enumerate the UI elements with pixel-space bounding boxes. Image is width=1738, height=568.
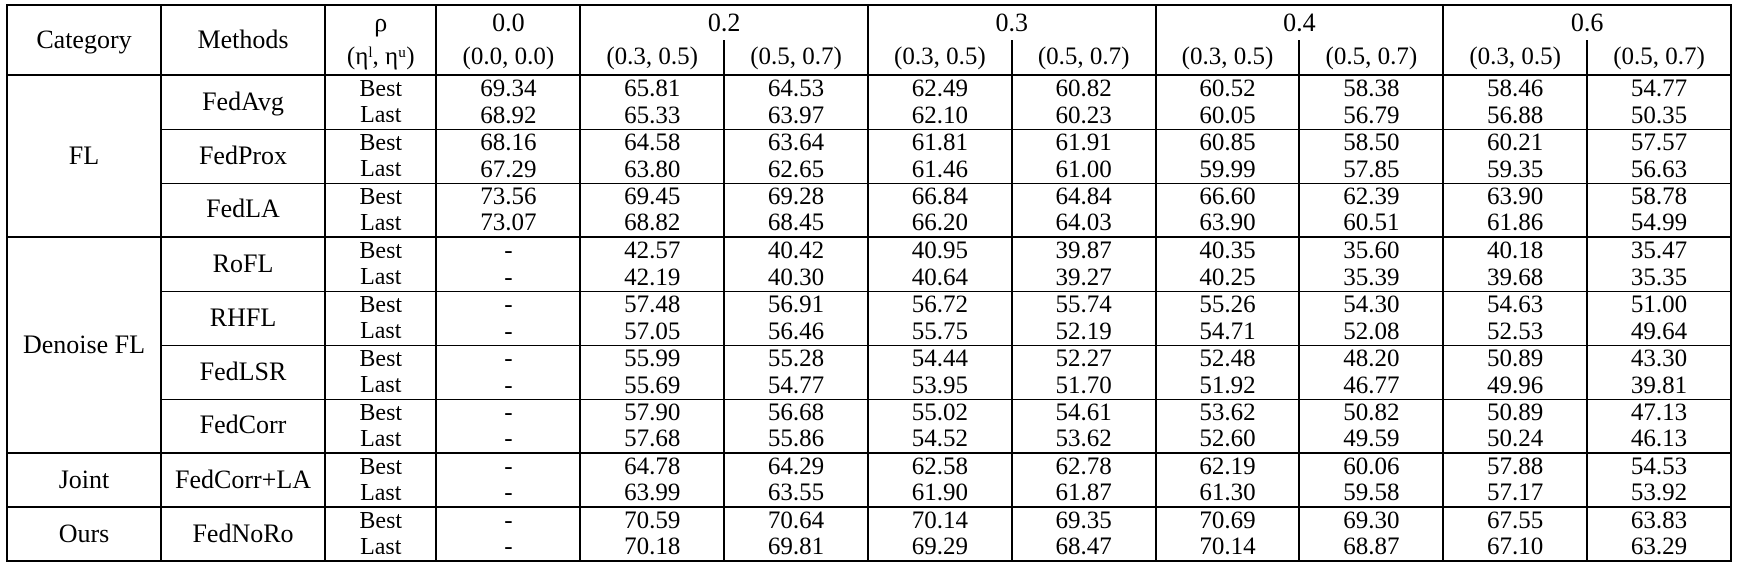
value-cell: 67.10 bbox=[1443, 534, 1587, 561]
value-cell: 42.57 bbox=[580, 237, 724, 264]
value-cell: 60.85 bbox=[1156, 129, 1300, 156]
value-cell: 56.46 bbox=[724, 318, 868, 345]
value-cell: 57.17 bbox=[1443, 480, 1587, 507]
header-category: Category bbox=[7, 5, 161, 75]
value-cell: 46.13 bbox=[1587, 426, 1731, 453]
value-cell: 58.78 bbox=[1587, 183, 1731, 210]
metric-label-best: Best bbox=[325, 237, 436, 264]
value-cell: 69.35 bbox=[1012, 507, 1156, 534]
table-row bbox=[7, 75, 1731, 102]
value-cell: 61.86 bbox=[1443, 210, 1587, 237]
category-label: Joint bbox=[7, 453, 161, 507]
metric-label-best: Best bbox=[325, 507, 436, 534]
header-eta-pair: (0.5, 0.7) bbox=[724, 40, 868, 75]
metric-label-best: Best bbox=[325, 129, 436, 156]
value-cell: 64.78 bbox=[580, 453, 724, 480]
value-cell: 52.27 bbox=[1012, 345, 1156, 372]
value-cell: 46.77 bbox=[1299, 372, 1443, 399]
value-cell: 54.63 bbox=[1443, 291, 1587, 318]
value-cell: 53.92 bbox=[1587, 480, 1731, 507]
value-cell: 61.87 bbox=[1012, 480, 1156, 507]
value-cell: 55.75 bbox=[868, 318, 1012, 345]
value-cell: 60.05 bbox=[1156, 102, 1300, 129]
value-cell: 69.34 bbox=[436, 75, 580, 102]
metric-label-last: Last bbox=[325, 372, 436, 399]
value-cell: 39.27 bbox=[1012, 264, 1156, 291]
value-cell: 62.49 bbox=[868, 75, 1012, 102]
method-label: FedCorr bbox=[161, 399, 325, 453]
value-cell: 56.63 bbox=[1587, 156, 1731, 183]
header-eta-pair: (0.0, 0.0) bbox=[436, 40, 580, 75]
header-eta-pair: (0.5, 0.7) bbox=[1012, 40, 1156, 75]
value-cell: - bbox=[436, 426, 580, 453]
value-cell: 60.52 bbox=[1156, 75, 1300, 102]
value-cell: 56.91 bbox=[724, 291, 868, 318]
value-cell: - bbox=[436, 534, 580, 561]
value-cell: 73.56 bbox=[436, 183, 580, 210]
value-cell: 56.79 bbox=[1299, 102, 1443, 129]
value-cell: - bbox=[436, 453, 580, 480]
metric-label-best: Best bbox=[325, 291, 436, 318]
value-cell: 63.80 bbox=[580, 156, 724, 183]
value-cell: 52.53 bbox=[1443, 318, 1587, 345]
value-cell: 53.62 bbox=[1012, 426, 1156, 453]
value-cell: 39.87 bbox=[1012, 237, 1156, 264]
value-cell: 53.95 bbox=[868, 372, 1012, 399]
value-cell: 53.62 bbox=[1156, 399, 1300, 426]
header-rho-0.6: 0.6 bbox=[1443, 5, 1731, 40]
value-cell: 63.97 bbox=[724, 102, 868, 129]
method-label: RoFL bbox=[161, 237, 325, 291]
value-cell: - bbox=[436, 264, 580, 291]
value-cell: 62.58 bbox=[868, 453, 1012, 480]
header-eta-symbol: (ηˡ, ηᵘ) bbox=[325, 40, 436, 75]
value-cell: 54.61 bbox=[1012, 399, 1156, 426]
value-cell: 35.47 bbox=[1587, 237, 1731, 264]
value-cell: 70.14 bbox=[868, 507, 1012, 534]
value-cell: - bbox=[436, 291, 580, 318]
value-cell: 51.00 bbox=[1587, 291, 1731, 318]
value-cell: 52.48 bbox=[1156, 345, 1300, 372]
value-cell: 54.30 bbox=[1299, 291, 1443, 318]
value-cell: 55.28 bbox=[724, 345, 868, 372]
value-cell: 70.59 bbox=[580, 507, 724, 534]
value-cell: 58.46 bbox=[1443, 75, 1587, 102]
value-cell: 70.64 bbox=[724, 507, 868, 534]
value-cell: 68.47 bbox=[1012, 534, 1156, 561]
value-cell: 63.90 bbox=[1443, 183, 1587, 210]
value-cell: 61.30 bbox=[1156, 480, 1300, 507]
value-cell: 57.48 bbox=[580, 291, 724, 318]
metric-label-last: Last bbox=[325, 480, 436, 507]
value-cell: 70.18 bbox=[580, 534, 724, 561]
value-cell: 63.29 bbox=[1587, 534, 1731, 561]
value-cell: 51.70 bbox=[1012, 372, 1156, 399]
value-cell: 39.68 bbox=[1443, 264, 1587, 291]
value-cell: 62.19 bbox=[1156, 453, 1300, 480]
value-cell: 66.84 bbox=[868, 183, 1012, 210]
value-cell: 64.29 bbox=[724, 453, 868, 480]
value-cell: - bbox=[436, 372, 580, 399]
metric-label-best: Best bbox=[325, 453, 436, 480]
header-rho-0.3: 0.3 bbox=[868, 5, 1156, 40]
value-cell: 59.99 bbox=[1156, 156, 1300, 183]
method-label: FedLSR bbox=[161, 345, 325, 399]
header-rho-0.0: 0.0 bbox=[436, 5, 580, 40]
table-row bbox=[7, 291, 1731, 318]
metric-label-best: Best bbox=[325, 399, 436, 426]
value-cell: 61.90 bbox=[868, 480, 1012, 507]
table-row bbox=[7, 183, 1731, 210]
value-cell: - bbox=[436, 480, 580, 507]
header-eta-pair: (0.3, 0.5) bbox=[1156, 40, 1300, 75]
value-cell: - bbox=[436, 318, 580, 345]
value-cell: 57.68 bbox=[580, 426, 724, 453]
method-label: FedProx bbox=[161, 129, 325, 183]
value-cell: 54.77 bbox=[724, 372, 868, 399]
value-cell: 57.90 bbox=[580, 399, 724, 426]
method-label: FedCorr+LA bbox=[161, 453, 325, 507]
metric-label-last: Last bbox=[325, 102, 436, 129]
value-cell: 63.83 bbox=[1587, 507, 1731, 534]
value-cell: 61.91 bbox=[1012, 129, 1156, 156]
value-cell: 55.74 bbox=[1012, 291, 1156, 318]
header-eta-pair: (0.5, 0.7) bbox=[1299, 40, 1443, 75]
table-row bbox=[7, 237, 1731, 264]
method-label: FedLA bbox=[161, 183, 325, 237]
value-cell: 52.19 bbox=[1012, 318, 1156, 345]
value-cell: 70.14 bbox=[1156, 534, 1300, 561]
value-cell: 67.55 bbox=[1443, 507, 1587, 534]
value-cell: 65.33 bbox=[580, 102, 724, 129]
category-label: FL bbox=[7, 75, 161, 237]
value-cell: 35.60 bbox=[1299, 237, 1443, 264]
value-cell: 52.60 bbox=[1156, 426, 1300, 453]
value-cell: 68.87 bbox=[1299, 534, 1443, 561]
metric-label-last: Last bbox=[325, 264, 436, 291]
value-cell: 40.95 bbox=[868, 237, 1012, 264]
value-cell: 54.52 bbox=[868, 426, 1012, 453]
value-cell: 49.59 bbox=[1299, 426, 1443, 453]
metric-label-best: Best bbox=[325, 345, 436, 372]
value-cell: 50.89 bbox=[1443, 345, 1587, 372]
header-rho-symbol: ρ bbox=[325, 5, 436, 40]
value-cell: 63.99 bbox=[580, 480, 724, 507]
bottom-rule-cell bbox=[7, 561, 1731, 567]
value-cell: 57.85 bbox=[1299, 156, 1443, 183]
results-table bbox=[6, 4, 1732, 567]
value-cell: 67.29 bbox=[436, 156, 580, 183]
value-cell: 54.99 bbox=[1587, 210, 1731, 237]
metric-label-last: Last bbox=[325, 156, 436, 183]
value-cell: 50.89 bbox=[1443, 399, 1587, 426]
category-label: Denoise FL bbox=[7, 237, 161, 453]
value-cell: 58.50 bbox=[1299, 129, 1443, 156]
value-cell: 55.99 bbox=[580, 345, 724, 372]
metric-label-best: Best bbox=[325, 75, 436, 102]
header-eta-pair: (0.3, 0.5) bbox=[580, 40, 724, 75]
value-cell: 35.35 bbox=[1587, 264, 1731, 291]
value-cell: 54.44 bbox=[868, 345, 1012, 372]
value-cell: 50.35 bbox=[1587, 102, 1731, 129]
value-cell: 65.81 bbox=[580, 75, 724, 102]
value-cell: 40.35 bbox=[1156, 237, 1300, 264]
value-cell: 59.58 bbox=[1299, 480, 1443, 507]
value-cell: 56.88 bbox=[1443, 102, 1587, 129]
method-label: RHFL bbox=[161, 291, 325, 345]
value-cell: 52.08 bbox=[1299, 318, 1443, 345]
value-cell: 49.64 bbox=[1587, 318, 1731, 345]
value-cell: 60.51 bbox=[1299, 210, 1443, 237]
value-cell: 42.19 bbox=[580, 264, 724, 291]
value-cell: 70.69 bbox=[1156, 507, 1300, 534]
value-cell: 57.88 bbox=[1443, 453, 1587, 480]
table-row bbox=[7, 399, 1731, 426]
value-cell: 69.29 bbox=[868, 534, 1012, 561]
value-cell: 63.55 bbox=[724, 480, 868, 507]
value-cell: 69.30 bbox=[1299, 507, 1443, 534]
value-cell: 59.35 bbox=[1443, 156, 1587, 183]
value-cell: 69.28 bbox=[724, 183, 868, 210]
value-cell: - bbox=[436, 399, 580, 426]
value-cell: 40.18 bbox=[1443, 237, 1587, 264]
table-row bbox=[7, 345, 1731, 372]
value-cell: 50.24 bbox=[1443, 426, 1587, 453]
value-cell: 63.64 bbox=[724, 129, 868, 156]
value-cell: 61.81 bbox=[868, 129, 1012, 156]
value-cell: 56.72 bbox=[868, 291, 1012, 318]
value-cell: 63.90 bbox=[1156, 210, 1300, 237]
value-cell: 47.13 bbox=[1587, 399, 1731, 426]
value-cell: 57.57 bbox=[1587, 129, 1731, 156]
value-cell: 43.30 bbox=[1587, 345, 1731, 372]
value-cell: 69.45 bbox=[580, 183, 724, 210]
value-cell: 66.20 bbox=[868, 210, 1012, 237]
value-cell: 62.65 bbox=[724, 156, 868, 183]
value-cell: 40.25 bbox=[1156, 264, 1300, 291]
value-cell: 57.05 bbox=[580, 318, 724, 345]
value-cell: 61.46 bbox=[868, 156, 1012, 183]
category-label: Ours bbox=[7, 507, 161, 561]
value-cell: 54.71 bbox=[1156, 318, 1300, 345]
value-cell: 55.86 bbox=[724, 426, 868, 453]
value-cell: 48.20 bbox=[1299, 345, 1443, 372]
value-cell: 68.82 bbox=[580, 210, 724, 237]
value-cell: 35.39 bbox=[1299, 264, 1443, 291]
value-cell: 64.53 bbox=[724, 75, 868, 102]
value-cell: 58.38 bbox=[1299, 75, 1443, 102]
value-cell: 40.30 bbox=[724, 264, 868, 291]
value-cell: 55.02 bbox=[868, 399, 1012, 426]
table-row bbox=[7, 129, 1731, 156]
value-cell: 64.03 bbox=[1012, 210, 1156, 237]
value-cell: 40.42 bbox=[724, 237, 868, 264]
metric-label-best: Best bbox=[325, 183, 436, 210]
metric-label-last: Last bbox=[325, 210, 436, 237]
value-cell: 60.06 bbox=[1299, 453, 1443, 480]
header-rho-0.4: 0.4 bbox=[1156, 5, 1444, 40]
value-cell: 56.68 bbox=[724, 399, 868, 426]
table-row bbox=[7, 453, 1731, 480]
header-eta-pair: (0.3, 0.5) bbox=[868, 40, 1012, 75]
value-cell: 68.45 bbox=[724, 210, 868, 237]
metric-label-last: Last bbox=[325, 318, 436, 345]
value-cell: 61.00 bbox=[1012, 156, 1156, 183]
value-cell: - bbox=[436, 237, 580, 264]
value-cell: 51.92 bbox=[1156, 372, 1300, 399]
value-cell: 64.58 bbox=[580, 129, 724, 156]
value-cell: 39.81 bbox=[1587, 372, 1731, 399]
value-cell: 49.96 bbox=[1443, 372, 1587, 399]
value-cell: 64.84 bbox=[1012, 183, 1156, 210]
value-cell: 68.16 bbox=[436, 129, 580, 156]
value-cell: 60.82 bbox=[1012, 75, 1156, 102]
value-cell: - bbox=[436, 507, 580, 534]
method-label: FedNoRo bbox=[161, 507, 325, 561]
value-cell: 62.10 bbox=[868, 102, 1012, 129]
header-eta-pair: (0.5, 0.7) bbox=[1587, 40, 1731, 75]
header-row-rho bbox=[7, 5, 1731, 40]
table-row bbox=[7, 507, 1731, 534]
value-cell: 54.53 bbox=[1587, 453, 1731, 480]
header-eta-pair: (0.3, 0.5) bbox=[1443, 40, 1587, 75]
value-cell: 60.21 bbox=[1443, 129, 1587, 156]
method-label: FedAvg bbox=[161, 75, 325, 129]
metric-label-last: Last bbox=[325, 426, 436, 453]
value-cell: 62.39 bbox=[1299, 183, 1443, 210]
value-cell: 73.07 bbox=[436, 210, 580, 237]
header-methods: Methods bbox=[161, 5, 325, 75]
value-cell: 69.81 bbox=[724, 534, 868, 561]
bottom-double-rule bbox=[7, 561, 1731, 567]
value-cell: 54.77 bbox=[1587, 75, 1731, 102]
value-cell: 66.60 bbox=[1156, 183, 1300, 210]
metric-label-last: Last bbox=[325, 534, 436, 561]
value-cell: - bbox=[436, 345, 580, 372]
value-cell: 68.92 bbox=[436, 102, 580, 129]
value-cell: 60.23 bbox=[1012, 102, 1156, 129]
header-rho-0.2: 0.2 bbox=[580, 5, 868, 40]
value-cell: 55.26 bbox=[1156, 291, 1300, 318]
value-cell: 55.69 bbox=[580, 372, 724, 399]
value-cell: 40.64 bbox=[868, 264, 1012, 291]
value-cell: 62.78 bbox=[1012, 453, 1156, 480]
value-cell: 50.82 bbox=[1299, 399, 1443, 426]
